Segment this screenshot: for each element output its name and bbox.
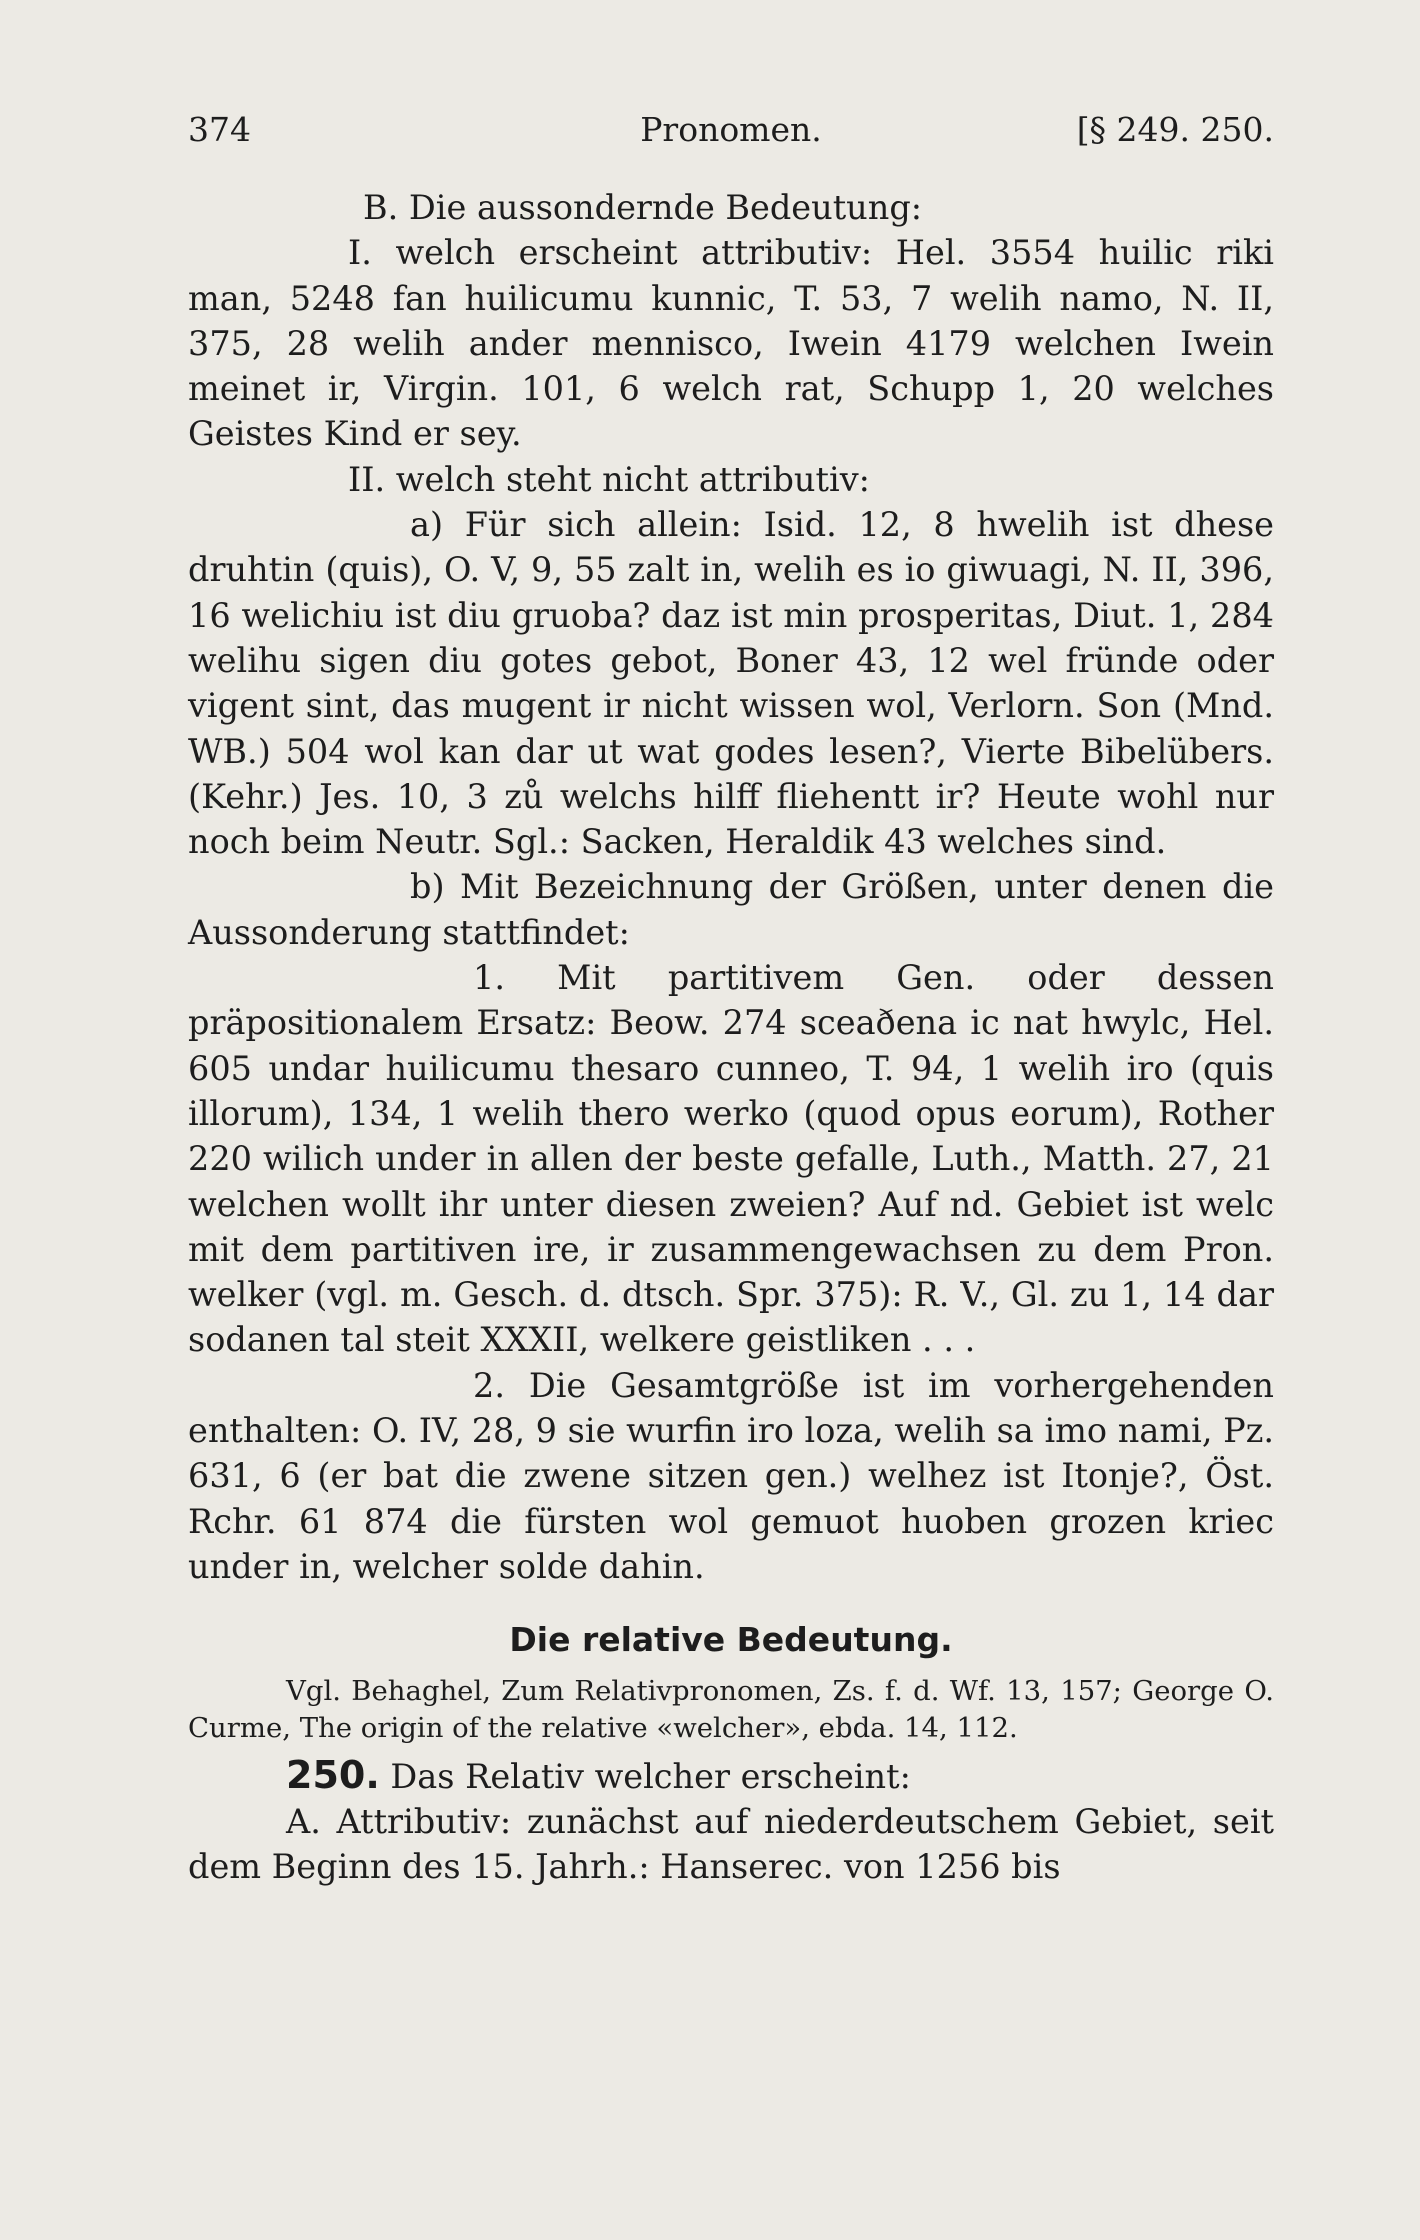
paragraph-b2: 2. Die Gesamtgröße ist im vorhergehenden enthalten: O. IV, 28, 9 sie wurfin iro loza, welih sa imo nami, Pz. 631, 6 (er bat die zwene sitzen gen.) welhez ist Itonje?, Öst. Rchr. 61 874 die fürsten wol gemuot huoben grozen kriec under in, welcher solde dahin.	[188, 1365, 1274, 1586]
running-header	[188, 110, 1274, 150]
page-body	[188, 185, 1274, 1889]
paragraph-250-a: A. Attributiv: zunächst auf niederdeutschem Gebiet, seit dem Beginn des 15. Jahrh.: Hanserec. von 1256 bis	[188, 1801, 1274, 1887]
paragraph-250	[188, 1753, 1274, 1799]
paragraph-b: b) Mit Bezeichnung der Größen, unter denen die Aussonderung stattfindet:	[188, 867, 1274, 952]
paragraph-i: I. welch erscheint attributiv: Hel. 3554 huilic riki man, 5248 fan huilicumu kunnic, T. 53, 7 welih namo, N. II, 375, 28 welih ander mennisco, Iwein 4179 welchen Iwein meinet ir, Virgin. 101, 6 welch rat, Schupp 1, 20 welches Geistes Kind er sey.	[188, 233, 1274, 454]
section-number: 250.	[286, 1752, 380, 1797]
paragraph-ii: II. welch steht nicht attributiv:	[348, 459, 870, 499]
reference-note: Vgl. Behaghel, Zum Relativpronomen, Zs. f. d. Wf. 13, 157; George O. Curme, The origin of the relative «welcher», ebda. 14, 112.	[188, 1674, 1274, 1744]
page-number: 374	[188, 110, 251, 149]
section-250-text: Das Relativ welcher erscheint:	[390, 1756, 911, 1796]
paragraph-b-heading: B. Die aussondernde Bedeutung:	[363, 188, 923, 227]
paragraph-a: a) Für sich allein: Isid. 12, 8 hwelih ist dhese druhtin (quis), O. V, 9, 55 zalt in, welih es io giwuagi, N. II, 396, 16 welichiu ist diu gruoba? daz ist min prosperitas, Diut. 1, 284 welihu sigen diu gotes gebot, Boner 43, 12 wel fründe oder vigent sint, das mugent ir nicht wissen wol, Verlorn. Son (Mnd. WB.) 504 wol kan dar ut wat godes lesen?, Vierte Bibelübers. (Kehr.) Jes. 10, 3 zů welchs hilff fliehentt ir? Heute wohl nur noch beim Neutr. Sgl.: Sacken, Heraldik 43 welches sind.	[188, 505, 1274, 862]
paragraph-b1: 1. Mit partitivem Gen. oder dessen präpositionalem Ersatz: Beow. 274 sceaðena ic nat hwylc, Hel. 605 undar huilicumu thesaro cunneo, T. 94, 1 welih iro (quis illorum), 134, 1 welih thero werko (quod opus eorum), Rother 220 wilich under in allen der beste gefalle, Luth., Matth. 27, 21 welchen wollt ihr unter diesen zweien? Auf nd. Gebiet ist welc mit dem partitiven ire, ir zusammengewachsen zu dem Pron. welker (vgl. m. Gesch. d. dtsch. Spr. 375): R. V., Gl. zu 1, 14 dar sodanen tal steit XXXII, welkere geistliken . . .	[188, 958, 1274, 1360]
section-heading: Die relative Bedeutung.	[509, 1620, 953, 1660]
section-reference: [§ 249. 250.	[1076, 110, 1274, 149]
running-title: Pronomen.	[640, 110, 822, 149]
